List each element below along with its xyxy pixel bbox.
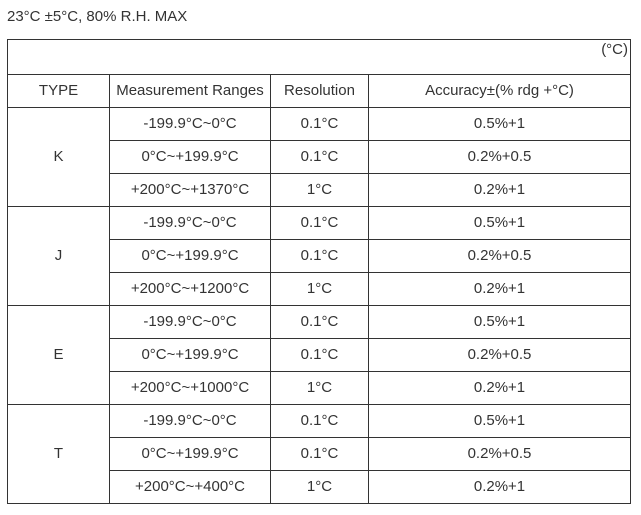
accuracy-cell: 0.5%+1 xyxy=(369,108,631,141)
resolution-cell: 0.1°C xyxy=(271,141,369,174)
accuracy-cell: 0.2%+1 xyxy=(369,174,631,207)
range-cell: -199.9°C~0°C xyxy=(110,108,271,141)
accuracy-cell: 0.2%+1 xyxy=(369,372,631,405)
resolution-cell: 0.1°C xyxy=(271,438,369,471)
resolution-cell: 1°C xyxy=(271,372,369,405)
resolution-cell: 0.1°C xyxy=(271,207,369,240)
accuracy-cell: 0.2%+0.5 xyxy=(369,240,631,273)
table-row xyxy=(8,405,631,438)
accuracy-cell: 0.2%+1 xyxy=(369,471,631,504)
type-cell: E xyxy=(8,306,110,405)
resolution-cell: 1°C xyxy=(271,471,369,504)
accuracy-cell: 0.2%+0.5 xyxy=(369,141,631,174)
accuracy-cell: 0.5%+1 xyxy=(369,306,631,339)
range-cell: 0°C~+199.9°C xyxy=(110,438,271,471)
table-row xyxy=(8,207,631,240)
thermocouple-spec-table xyxy=(7,39,631,504)
accuracy-cell: 0.2%+0.5 xyxy=(369,339,631,372)
range-cell: +200°C~+1370°C xyxy=(110,174,271,207)
type-cell: T xyxy=(8,405,110,504)
header-accuracy: Accuracy±(% rdg +°C) xyxy=(369,75,631,108)
table-body xyxy=(8,40,631,504)
unit-row xyxy=(8,40,631,75)
accuracy-cell: 0.5%+1 xyxy=(369,207,631,240)
range-cell: +200°C~+1200°C xyxy=(110,273,271,306)
accuracy-cell: 0.5%+1 xyxy=(369,405,631,438)
table-row xyxy=(8,306,631,339)
range-cell: +200°C~+1000°C xyxy=(110,372,271,405)
accuracy-cell: 0.2%+1 xyxy=(369,273,631,306)
resolution-cell: 0.1°C xyxy=(271,108,369,141)
range-cell: 0°C~+199.9°C xyxy=(110,240,271,273)
resolution-cell: 0.1°C xyxy=(271,240,369,273)
resolution-cell: 0.1°C xyxy=(271,405,369,438)
range-cell: -199.9°C~0°C xyxy=(110,306,271,339)
table-row xyxy=(8,108,631,141)
type-cell: K xyxy=(8,108,110,207)
range-cell: +200°C~+400°C xyxy=(110,471,271,504)
unit-label: (°C) xyxy=(8,40,631,75)
header-type: TYPE xyxy=(8,75,110,108)
resolution-cell: 0.1°C xyxy=(271,339,369,372)
type-cell: J xyxy=(8,207,110,306)
header-row xyxy=(8,75,631,108)
resolution-cell: 1°C xyxy=(271,273,369,306)
range-cell: 0°C~+199.9°C xyxy=(110,339,271,372)
accuracy-cell: 0.2%+0.5 xyxy=(369,438,631,471)
conditions-caption: 23°C ±5°C, 80% R.H. MAX xyxy=(7,8,188,25)
range-cell: -199.9°C~0°C xyxy=(110,207,271,240)
range-cell: -199.9°C~0°C xyxy=(110,405,271,438)
header-resolution: Resolution xyxy=(271,75,369,108)
range-cell: 0°C~+199.9°C xyxy=(110,141,271,174)
header-measurement-ranges: Measurement Ranges xyxy=(110,75,271,108)
resolution-cell: 0.1°C xyxy=(271,306,369,339)
resolution-cell: 1°C xyxy=(271,174,369,207)
